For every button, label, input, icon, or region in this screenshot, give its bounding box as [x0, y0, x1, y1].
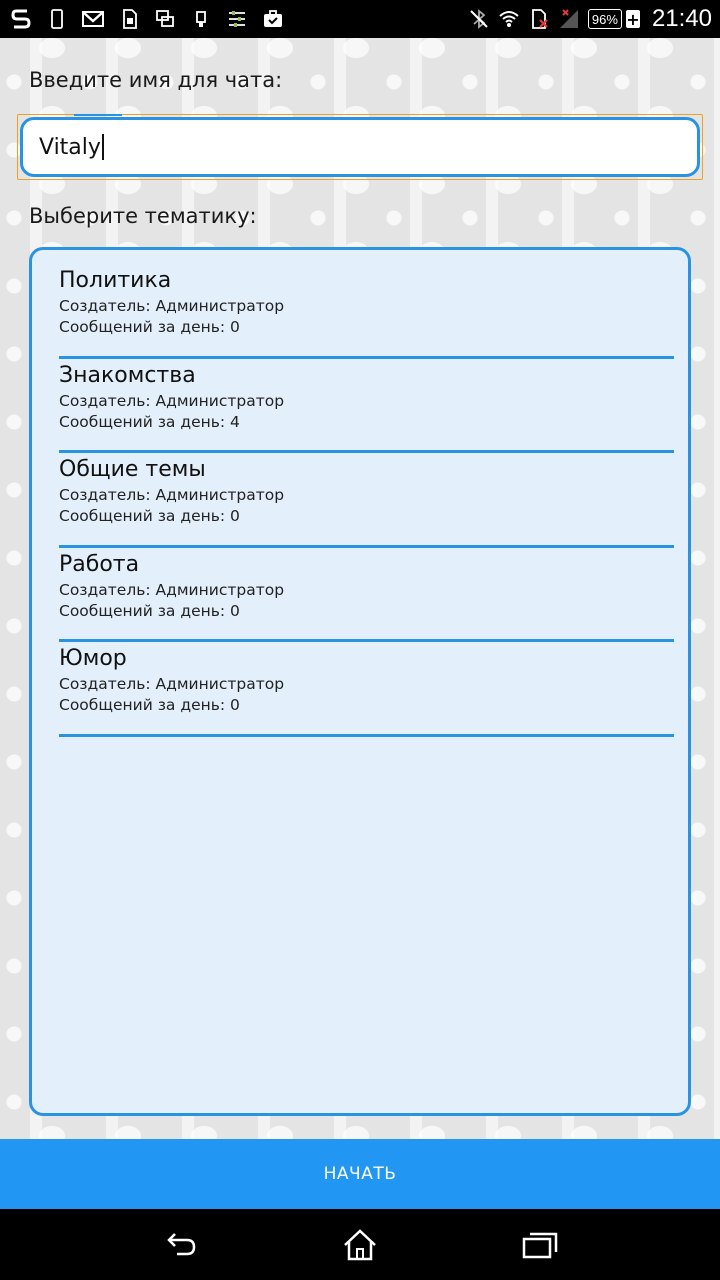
topic-title: Политика: [59, 268, 172, 293]
topic-creator: Создатель: Администратор: [59, 297, 285, 315]
topic-creator: Создатель: Администратор: [59, 580, 285, 599]
topic-title: Юмор: [59, 646, 127, 671]
topic-item-work[interactable]: [59, 548, 674, 643]
home-icon[interactable]: [330, 1220, 390, 1270]
name-input-focus-ring: [17, 114, 703, 180]
battery-icon: [588, 9, 622, 29]
briefcase-icon: [262, 8, 284, 30]
chat-name-input[interactable]: [20, 117, 700, 177]
s-logo-icon: [10, 8, 32, 30]
topic-title: Знакомства: [59, 362, 196, 388]
usb-icon: [190, 8, 212, 30]
topic-label: Выберите тематику:: [29, 204, 257, 228]
chat-name-value: Vitaly: [39, 134, 101, 160]
topic-list[interactable]: [29, 247, 691, 1116]
topic-creator: Создатель: Администратор: [59, 486, 285, 504]
topic-messages: Сообщений за день: 0: [59, 696, 240, 714]
text-caret: [102, 134, 104, 160]
charging-icon: +: [626, 9, 640, 29]
gmail-icon: [82, 8, 104, 30]
topic-messages: Сообщений за день: 4: [59, 412, 240, 431]
sim-error-icon: [528, 8, 550, 30]
sliders-icon: [226, 8, 248, 30]
topic-item-general[interactable]: [59, 453, 674, 548]
topic-creator: Создатель: Администратор: [59, 391, 285, 410]
topic-title: Общие темы: [59, 457, 206, 482]
name-label: Введите имя для чата:: [29, 68, 283, 92]
signal-icon: [558, 8, 580, 30]
bluetooth-off-icon: [468, 8, 490, 30]
topic-item-politics[interactable]: [59, 264, 674, 359]
topic-creator: Создатель: Администратор: [59, 675, 285, 693]
battery-percent: 96%: [591, 11, 618, 27]
wifi-icon: [498, 8, 520, 30]
start-button[interactable]: НАЧАТЬ: [0, 1139, 720, 1209]
topic-messages: Сообщений за день: 0: [59, 318, 240, 336]
topic-item-humor[interactable]: [59, 642, 674, 737]
clock: 21:40: [651, 5, 712, 32]
topic-messages: Сообщений за день: 0: [59, 507, 240, 525]
sim-icon: [118, 8, 140, 30]
phone-icon: [46, 8, 68, 30]
back-icon[interactable]: [150, 1220, 210, 1270]
recent-apps-icon[interactable]: [510, 1220, 570, 1270]
topic-item-dating[interactable]: [59, 359, 674, 454]
copy-icon: [154, 8, 176, 30]
input-selection-mark: [74, 114, 122, 116]
status-bar: [0, 0, 720, 38]
topic-title: Работа: [59, 551, 140, 577]
topic-messages: Сообщений за день: 0: [59, 601, 240, 620]
navigation-bar: [0, 1209, 720, 1280]
